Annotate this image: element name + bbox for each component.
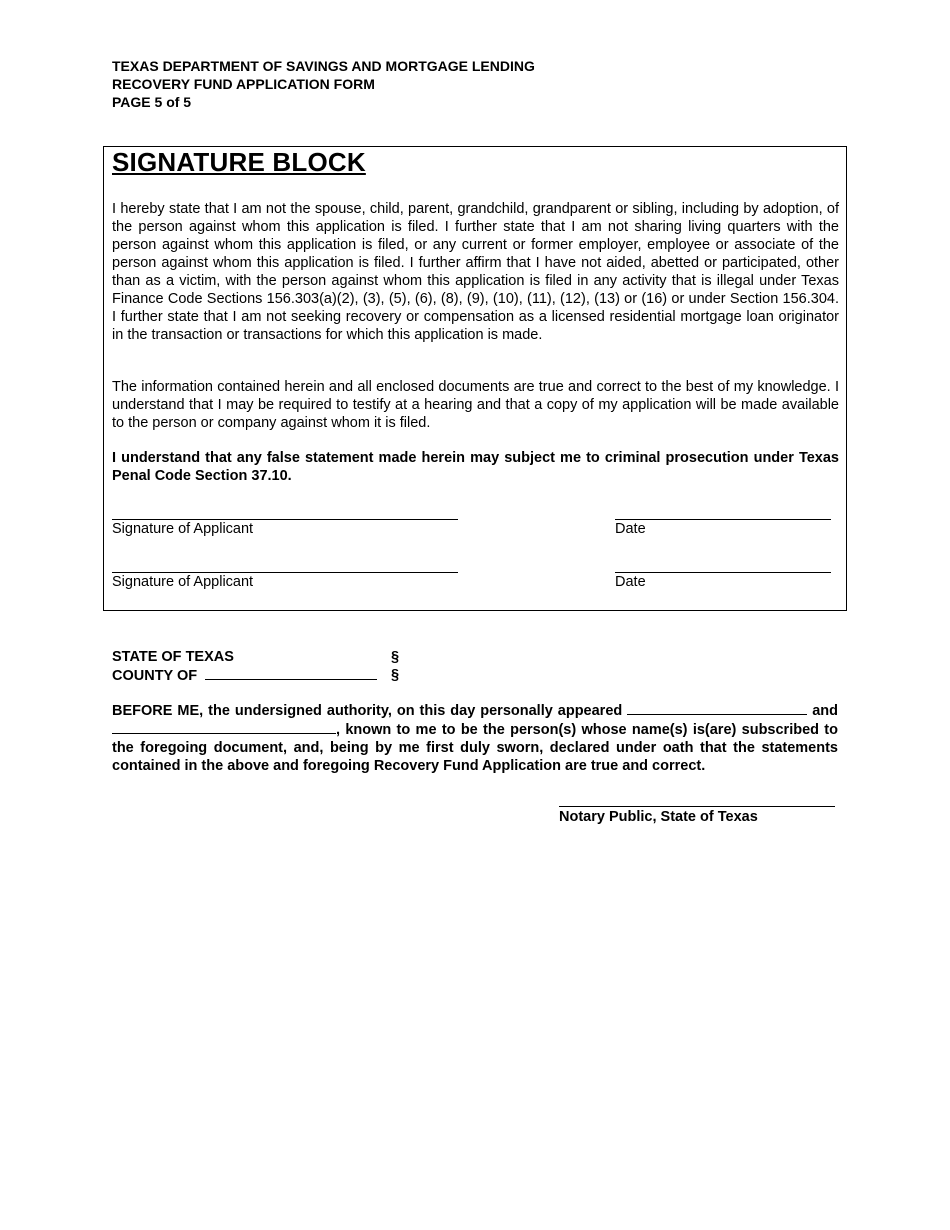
prosecution-warning: I understand that any false statement made herein may subject me to criminal prosecution under Texas Penal Code Section 37.10.	[112, 450, 839, 484]
signature-block	[103, 146, 847, 611]
section-symbol-1: §	[391, 649, 400, 665]
applicant-signature-label-2: Signature of Applicant	[112, 574, 254, 590]
agency-name: TEXAS DEPARTMENT OF SAVINGS AND MORTGAGE LENDING	[112, 58, 535, 74]
appeared-name-field-1[interactable]	[627, 701, 807, 715]
applicant-signature-line-2[interactable]	[112, 572, 458, 573]
state-label: STATE OF TEXAS	[112, 649, 234, 665]
date-line-2[interactable]	[615, 572, 831, 573]
date-label-2: Date	[615, 574, 646, 590]
date-label-1: Date	[615, 521, 646, 537]
notary-intro: BEFORE ME, the undersigned authority, on this day personally appeared	[112, 703, 623, 719]
appeared-name-field-2[interactable]	[112, 720, 336, 734]
page-number: PAGE 5 of 5	[112, 94, 192, 110]
applicant-signature-line-1[interactable]	[112, 519, 458, 520]
page-header	[112, 57, 535, 111]
county-label: COUNTY OF	[112, 668, 198, 684]
notary-signature-label: Notary Public, State of Texas	[559, 809, 758, 825]
signature-block-title: SIGNATURE BLOCK	[112, 147, 366, 177]
notary-statement	[112, 701, 838, 775]
truth-statement: The information contained herein and all enclosed documents are true and correct to the best of my knowledge. I understand that I may be required to testify at a hearing and that a copy of my application will be made available to the person or company against whom it is filed.	[112, 379, 839, 431]
relationship-statement: I hereby state that I am not the spouse, child, parent, grandchild, grandparent or sibling, including by adoption, of the person against whom this application is filed. I further state that I am not sharing living quarters with the person against whom this application is filed, or any current or former employer, employee or associate of the person against whom this application is filed. I further affirm that I have not aided, abetted or participated, other than as a victim, with the person against whom this application is filed in any activity that is illegal under Texas Finance Code Sections 156.303(a)(2), (3), (5), (6), (8), (9), (10), (11), (12), (13) or (16) or under Section 156.304. I further state that I am not seeking recovery or compensation as a licensed residential mortgage loan originator in the transaction or transactions for which this application is made.	[112, 201, 839, 343]
notary-and: and	[812, 703, 838, 719]
form-name: RECOVERY FUND APPLICATION FORM	[112, 76, 375, 92]
section-symbol-2: §	[391, 667, 400, 683]
notary-body: , known to me to be the person(s) whose name(s) is(are) subscribed to the foregoing document, and, being by me first duly sworn, declared under oath that the statements contained in the above and foregoing Recovery Fund Application are true and correct.	[112, 722, 838, 774]
county-field[interactable]	[205, 666, 377, 680]
notary-signature-line[interactable]	[559, 806, 835, 807]
applicant-signature-label-1: Signature of Applicant	[112, 521, 254, 537]
venue-block	[112, 648, 400, 684]
date-line-1[interactable]	[615, 519, 831, 520]
